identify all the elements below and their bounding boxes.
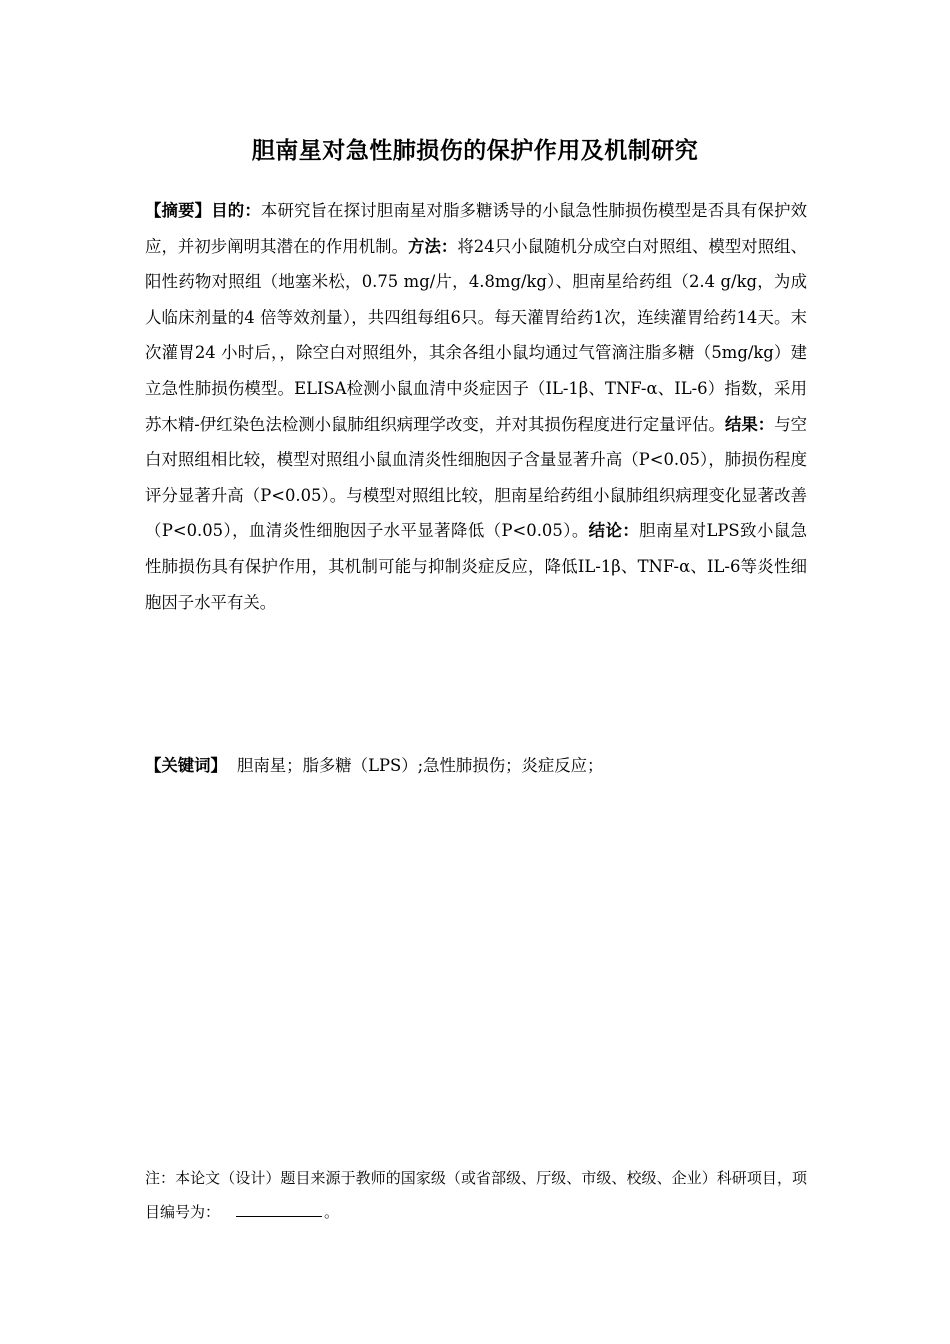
abstract-paragraph <box>145 193 807 620</box>
keywords-line <box>145 750 807 782</box>
footnote <box>145 1161 807 1229</box>
paper-title: 胆南星对急性肺损伤的保护作用及机制研究 <box>251 138 699 164</box>
methods-label: 方法： <box>408 236 458 256</box>
purpose-label: 目的： <box>211 201 261 220</box>
conclusion-label: 结论： <box>588 521 640 541</box>
project-number-blank <box>236 1200 322 1217</box>
purpose-text: 本研究旨在探讨胆南星对脂多糖诱导的小鼠急性肺损伤模型是否具有保护效应，并初步阐明其潜在的作用机制。 <box>145 201 808 256</box>
conclusion-text: 胆南星对LPS致小鼠急性肺损伤具有保护作用，其机制可能与抑制炎症反应，降低IL-1β、TNF-α、IL-6等炎性细胞因子水平有关。 <box>145 521 807 612</box>
methods-text: 将24只小鼠随机分成空白对照组、模型对照组、阳性药物对照组（地塞米松，0.75 mg/片，4.8mg/kg）、胆南星给药组（2.4 g/kg，为成人临床剂量的4 倍等效剂量），共四组每组6只。每天灌胃给药1次，连续灌胃给药14天。末次灌胃24 小时后，，除空白对照组外，其余各组小鼠均通过气管滴注脂多糖（5mg/kg）建立急性肺损伤模型。ELISA检测小鼠血清中炎症因子（IL-1β、TNF-α、IL-6）指数，采用苏木精-伊红染色法检测小鼠肺组织病理学改变，并对其损伤程度进行定量评估。 <box>145 236 808 434</box>
results-label: 结果： <box>724 414 775 434</box>
keywords-label: 【关键词】 <box>145 756 227 775</box>
keywords-text: 胆南星；脂多糖（LPS）;急性肺损伤；炎症反应； <box>236 756 604 775</box>
abstract-label: 【摘要】 <box>145 201 212 220</box>
results-text: 与空白对照组相比较，模型对照组小鼠血清炎性细胞因子含量显著升高（P<0.05），肺损伤程度评分显著升高（P<0.05）。与模型对照组比较，胆南星给药组小鼠肺组织病理变化显著改善（P<0.05），血清炎性细胞因子水平显著降低（P<0.05）。 <box>145 414 807 541</box>
footnote-text: 注：本论文（设计）题目来源于教师的国家级（或省部级、厅级、市级、校级、企业）科研项目，项目编号为： <box>145 1169 807 1221</box>
footnote-end: 。 <box>324 1203 340 1221</box>
